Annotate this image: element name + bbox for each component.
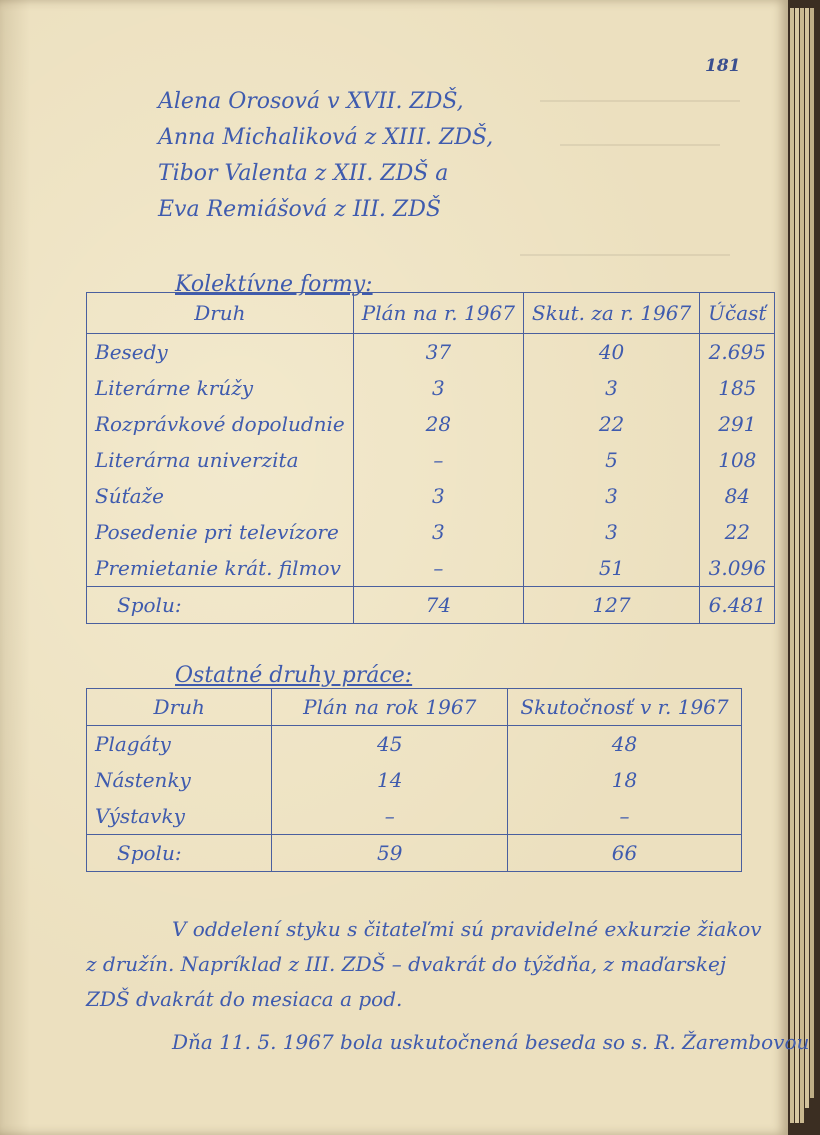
cell-plan: 3 [353, 370, 523, 406]
cell-type: Súťaže [87, 478, 354, 514]
cell-type: Literárna univerzita [87, 442, 354, 478]
cell-actual: 51 [523, 550, 699, 587]
table-row [87, 442, 775, 478]
cell-type: Výstavky [87, 798, 272, 835]
cell-type: Plagáty [87, 726, 272, 763]
total-plan: 59 [272, 835, 508, 872]
cell-attendance: 108 [700, 442, 775, 478]
cell-actual: 18 [508, 762, 742, 798]
cell-attendance: 22 [700, 514, 775, 550]
bleed-through-mark [520, 240, 730, 256]
total-label: Spolu: [87, 835, 272, 872]
cell-attendance: 84 [700, 478, 775, 514]
paragraph [86, 912, 809, 1060]
cell-plan: 28 [353, 406, 523, 442]
table-row [87, 370, 775, 406]
cell-type: Besedy [87, 334, 354, 371]
cell-plan: – [353, 550, 523, 587]
cell-type: Posedenie pri televízore [87, 514, 354, 550]
other-work-table [86, 688, 742, 872]
cell-plan: 3 [353, 478, 523, 514]
bleed-through-mark [540, 86, 740, 102]
cell-actual: 3 [523, 370, 699, 406]
table-row [87, 550, 775, 587]
cell-actual: 5 [523, 442, 699, 478]
cell-actual: 3 [523, 478, 699, 514]
header-cell: Plán na rok 1967 [272, 689, 508, 726]
table-row [87, 762, 742, 798]
cell-type: Rozprávkové dopoludnie [87, 406, 354, 442]
total-actual: 66 [508, 835, 742, 872]
table-row [87, 334, 775, 371]
table-row [87, 798, 742, 835]
cell-attendance: 3.096 [700, 550, 775, 587]
cell-plan: – [272, 798, 508, 835]
cell-type: Premietanie krát. filmov [87, 550, 354, 587]
paragraph-line: ZDŠ dvakrát do mesiaca a pod. [86, 987, 403, 1011]
cell-actual: – [508, 798, 742, 835]
total-actual: 127 [523, 587, 699, 624]
table-total-row [87, 587, 775, 624]
cell-type: Nástenky [87, 762, 272, 798]
cell-attendance: 291 [700, 406, 775, 442]
paragraph-line: z družín. Napríklad z III. ZDŠ – dvakrát do týždňa, z maďarskej [86, 952, 727, 976]
header-cell: Skutočnosť v r. 1967 [508, 689, 742, 726]
table-row [87, 726, 742, 763]
table-row [87, 514, 775, 550]
name-line: Tibor Valenta z XII. ZDŠ a [158, 161, 449, 186]
names-list [158, 84, 493, 228]
table-header-row [87, 689, 742, 726]
header-cell: Účasť [700, 293, 775, 334]
cell-type: Literárne krúžy [87, 370, 354, 406]
table-row [87, 406, 775, 442]
collective-forms-table [86, 292, 775, 624]
total-plan: 74 [353, 587, 523, 624]
cell-plan: 45 [272, 726, 508, 763]
header-cell: Druh [87, 293, 354, 334]
total-label: Spolu: [87, 587, 354, 624]
header-cell: Skut. za r. 1967 [523, 293, 699, 334]
page-number: 181 [705, 56, 741, 76]
cell-actual: 48 [508, 726, 742, 763]
cell-attendance: 185 [700, 370, 775, 406]
cell-plan: 37 [353, 334, 523, 371]
cell-plan: – [353, 442, 523, 478]
section-title-collective: Kolektívne formy: [175, 272, 373, 297]
page-edge [810, 8, 814, 1098]
table-total-row [87, 835, 742, 872]
table-row [87, 478, 775, 514]
table-header-row [87, 293, 775, 334]
cell-actual: 40 [523, 334, 699, 371]
cell-actual: 22 [523, 406, 699, 442]
bleed-through-mark [560, 130, 720, 146]
name-line: Alena Orosová v XVII. ZDŠ, [158, 89, 464, 114]
name-line: Eva Remiášová z III. ZDŠ [158, 197, 441, 222]
name-line: Anna Michaliková z XIII. ZDŠ, [158, 125, 494, 150]
cell-attendance: 2.695 [700, 334, 775, 371]
cell-plan: 14 [272, 762, 508, 798]
header-cell: Druh [87, 689, 272, 726]
paragraph-line: Dňa 11. 5. 1967 bola uskutočnená beseda so s. R. Žarembovou [172, 1030, 810, 1054]
paragraph-line: V oddelení styku s čitateľmi sú pravidelné exkurzie žiakov [172, 917, 762, 941]
cell-plan: 3 [353, 514, 523, 550]
cell-actual: 3 [523, 514, 699, 550]
total-attendance: 6.481 [700, 587, 775, 624]
section-title-other-work: Ostatné druhy práce: [175, 663, 413, 688]
header-cell: Plán na r. 1967 [353, 293, 523, 334]
